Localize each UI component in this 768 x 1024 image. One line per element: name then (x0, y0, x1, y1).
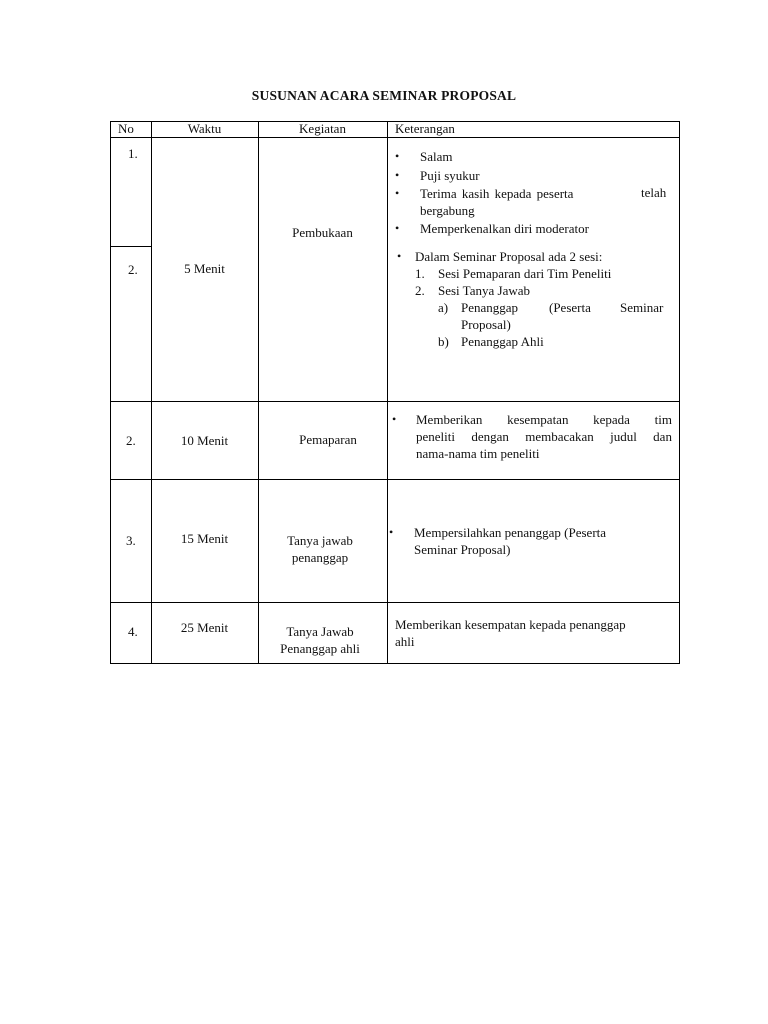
row1-bullet-bergabung: bergabung (420, 203, 475, 218)
column-divider-waktu (258, 121, 259, 664)
row3-kegiatan-line2: penanggap (291, 550, 349, 565)
row4-waktu: 25 Menit (180, 620, 229, 635)
row1-sesi-2-number: 2. (415, 283, 425, 298)
row1-sub-a-word1: Penanggap (461, 300, 519, 315)
row4-kegiatan-line1: Tanya Jawab (286, 624, 354, 639)
row1-bullet-salam: Salam (420, 149, 453, 164)
bullet-icon: • (397, 249, 402, 263)
row2-word: dan (653, 429, 672, 444)
row1-bullet-puji-syukur: Puji syukur (420, 168, 480, 183)
header-kegiatan: Kegiatan (299, 121, 346, 136)
row2-no: 2. (126, 433, 136, 448)
column-divider-kegiatan (387, 121, 388, 664)
schedule-table (110, 121, 680, 664)
row4-kegiatan-line2: Penanggap ahli (280, 641, 360, 656)
row2-word: Memberikan (416, 412, 483, 427)
row3-waktu: 15 Menit (180, 531, 229, 546)
row1-sub-a-word3: Seminar (620, 300, 664, 315)
row4-keterangan-line1: Memberikan kesempatan kepada penanggap (395, 617, 626, 632)
row2-word: peneliti (416, 429, 455, 444)
row3-keterangan-line1: Mempersilahkan penanggap (Peserta (414, 525, 607, 540)
table-border-right (679, 121, 680, 664)
row2-keterangan-line1 (416, 411, 672, 428)
bullet-icon: • (395, 186, 400, 200)
document-title: SUSUNAN ACARA SEMINAR PROPOSAL (251, 88, 517, 103)
table-border-left (110, 121, 111, 664)
row1-sesi-2: Sesi Tanya Jawab (438, 283, 530, 298)
row3-kegiatan-line1: Tanya jawab (287, 533, 353, 548)
row2-keterangan-line2 (416, 428, 672, 445)
bullet-icon: • (395, 168, 400, 182)
row2-keterangan-line3: nama-nama tim peneliti (416, 446, 540, 461)
row2-word: kesempatan (507, 412, 569, 427)
row1-bullet-terima-kasih: Terima kasih kepada peserta (420, 186, 574, 201)
row1-kegiatan: Pembukaan (292, 225, 353, 240)
row1-bullet-telah: telah (641, 185, 667, 200)
bullet-icon: • (395, 221, 400, 235)
header-no: No (118, 121, 134, 136)
row1-sesi-intro: Dalam Seminar Proposal ada 2 sesi: (415, 249, 603, 264)
row1-no-a: 1. (128, 146, 138, 161)
row2-word: tim (654, 412, 672, 427)
row2-word: membacakan (525, 429, 594, 444)
row1-waktu: 5 Menit (184, 261, 225, 276)
row1-sesi-1: Sesi Pemaparan dari Tim Peneliti (438, 266, 612, 281)
row2-kegiatan: Pemaparan (299, 432, 357, 447)
row2-word: judul (610, 429, 637, 444)
table-border-bottom (110, 663, 680, 664)
bullet-icon: • (395, 149, 400, 163)
header-waktu: Waktu (187, 121, 222, 136)
row1-sub-a-word2: (Peserta (549, 300, 591, 315)
row2-waktu: 10 Menit (180, 433, 229, 448)
row4-no: 4. (128, 624, 138, 639)
row1-no-b: 2. (128, 262, 138, 277)
column-divider-no (151, 121, 152, 664)
row-divider-2 (110, 479, 680, 480)
row3-no: 3. (126, 533, 136, 548)
header-divider (110, 137, 680, 138)
no-cell-divider (110, 246, 152, 247)
row1-sub-b-number: b) (438, 334, 449, 349)
row-divider-1 (110, 401, 680, 402)
row-divider-3 (110, 602, 680, 603)
row1-sub-a-line2: Proposal) (461, 317, 511, 332)
row2-word: dengan (471, 429, 509, 444)
row4-keterangan-line2: ahli (395, 634, 415, 649)
row2-word: kepada (593, 412, 630, 427)
row3-keterangan-line2: Seminar Proposal) (414, 542, 511, 557)
row1-sub-b: Penanggap Ahli (461, 334, 544, 349)
row1-sesi-1-number: 1. (415, 266, 425, 281)
header-keterangan: Keterangan (395, 121, 455, 136)
bullet-icon: • (392, 412, 397, 426)
row1-sub-a-number: a) (438, 300, 449, 315)
row1-bullet-moderator: Memperkenalkan diri moderator (420, 221, 589, 236)
bullet-icon: • (389, 525, 394, 539)
